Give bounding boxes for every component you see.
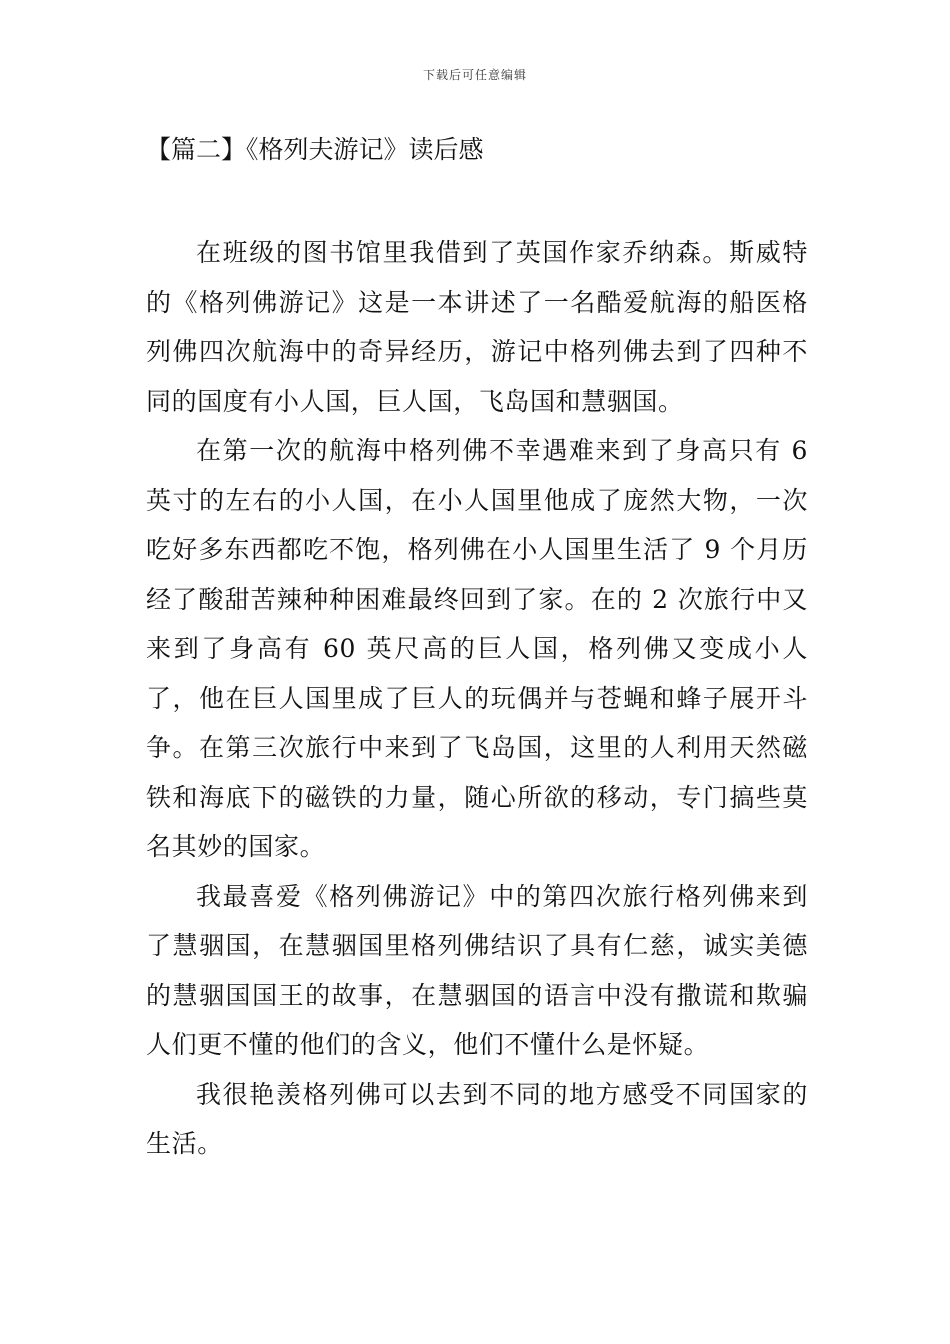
paragraph-1: 在班级的图书馆里我借到了英国作家乔纳森。斯威特的《格列佛游记》这是一本讲述了一名酷爱航海的船医格列佛四次航海中的奇异经历，游记中格列佛去到了四种不同的国度有小人国，巨人国，飞岛国和慧骃国。 <box>146 238 808 416</box>
paragraph-4: 我很艳羡格列佛可以去到不同的地方感受不同国家的生活。 <box>146 1079 808 1158</box>
paragraph-2: 在第一次的航海中格列佛不幸遇难来到了身高只有 6 英寸的左右的小人国，在小人国里他成了庞然大物，一次吃好多东西都吃不饱，格列佛在小人国里生活了 9 个月历经了酸甜苦辣种种困难最终回到了家。在的 2 次旅行中又来到了身高有 60 英尺高的巨人国，格列佛又变成小人了，他在巨人国里成了巨人的玩偶并与苍蝇和蜂子展开斗争。在第三次旅行中来到了飞岛国，这里的人利用天然磁铁和海底下的磁铁的力量，随心所欲的移动，专门搞些莫名其妙的国家。 <box>146 436 808 861</box>
header-note: 下载后可任意编辑 <box>422 68 527 82</box>
document-title: 【篇二】《格列夫游记》读后感 <box>146 135 484 164</box>
paragraph-3: 我最喜爱《格列佛游记》中的第四次旅行格列佛来到了慧骃国，在慧骃国里格列佛结识了具有仁慈，诚实美德的慧骃国国王的故事，在慧骃国的语言中没有撒谎和欺骗人们更不懂的他们的含义，他们不懂什么是怀疑。 <box>146 881 808 1059</box>
document-body <box>146 228 808 1169</box>
